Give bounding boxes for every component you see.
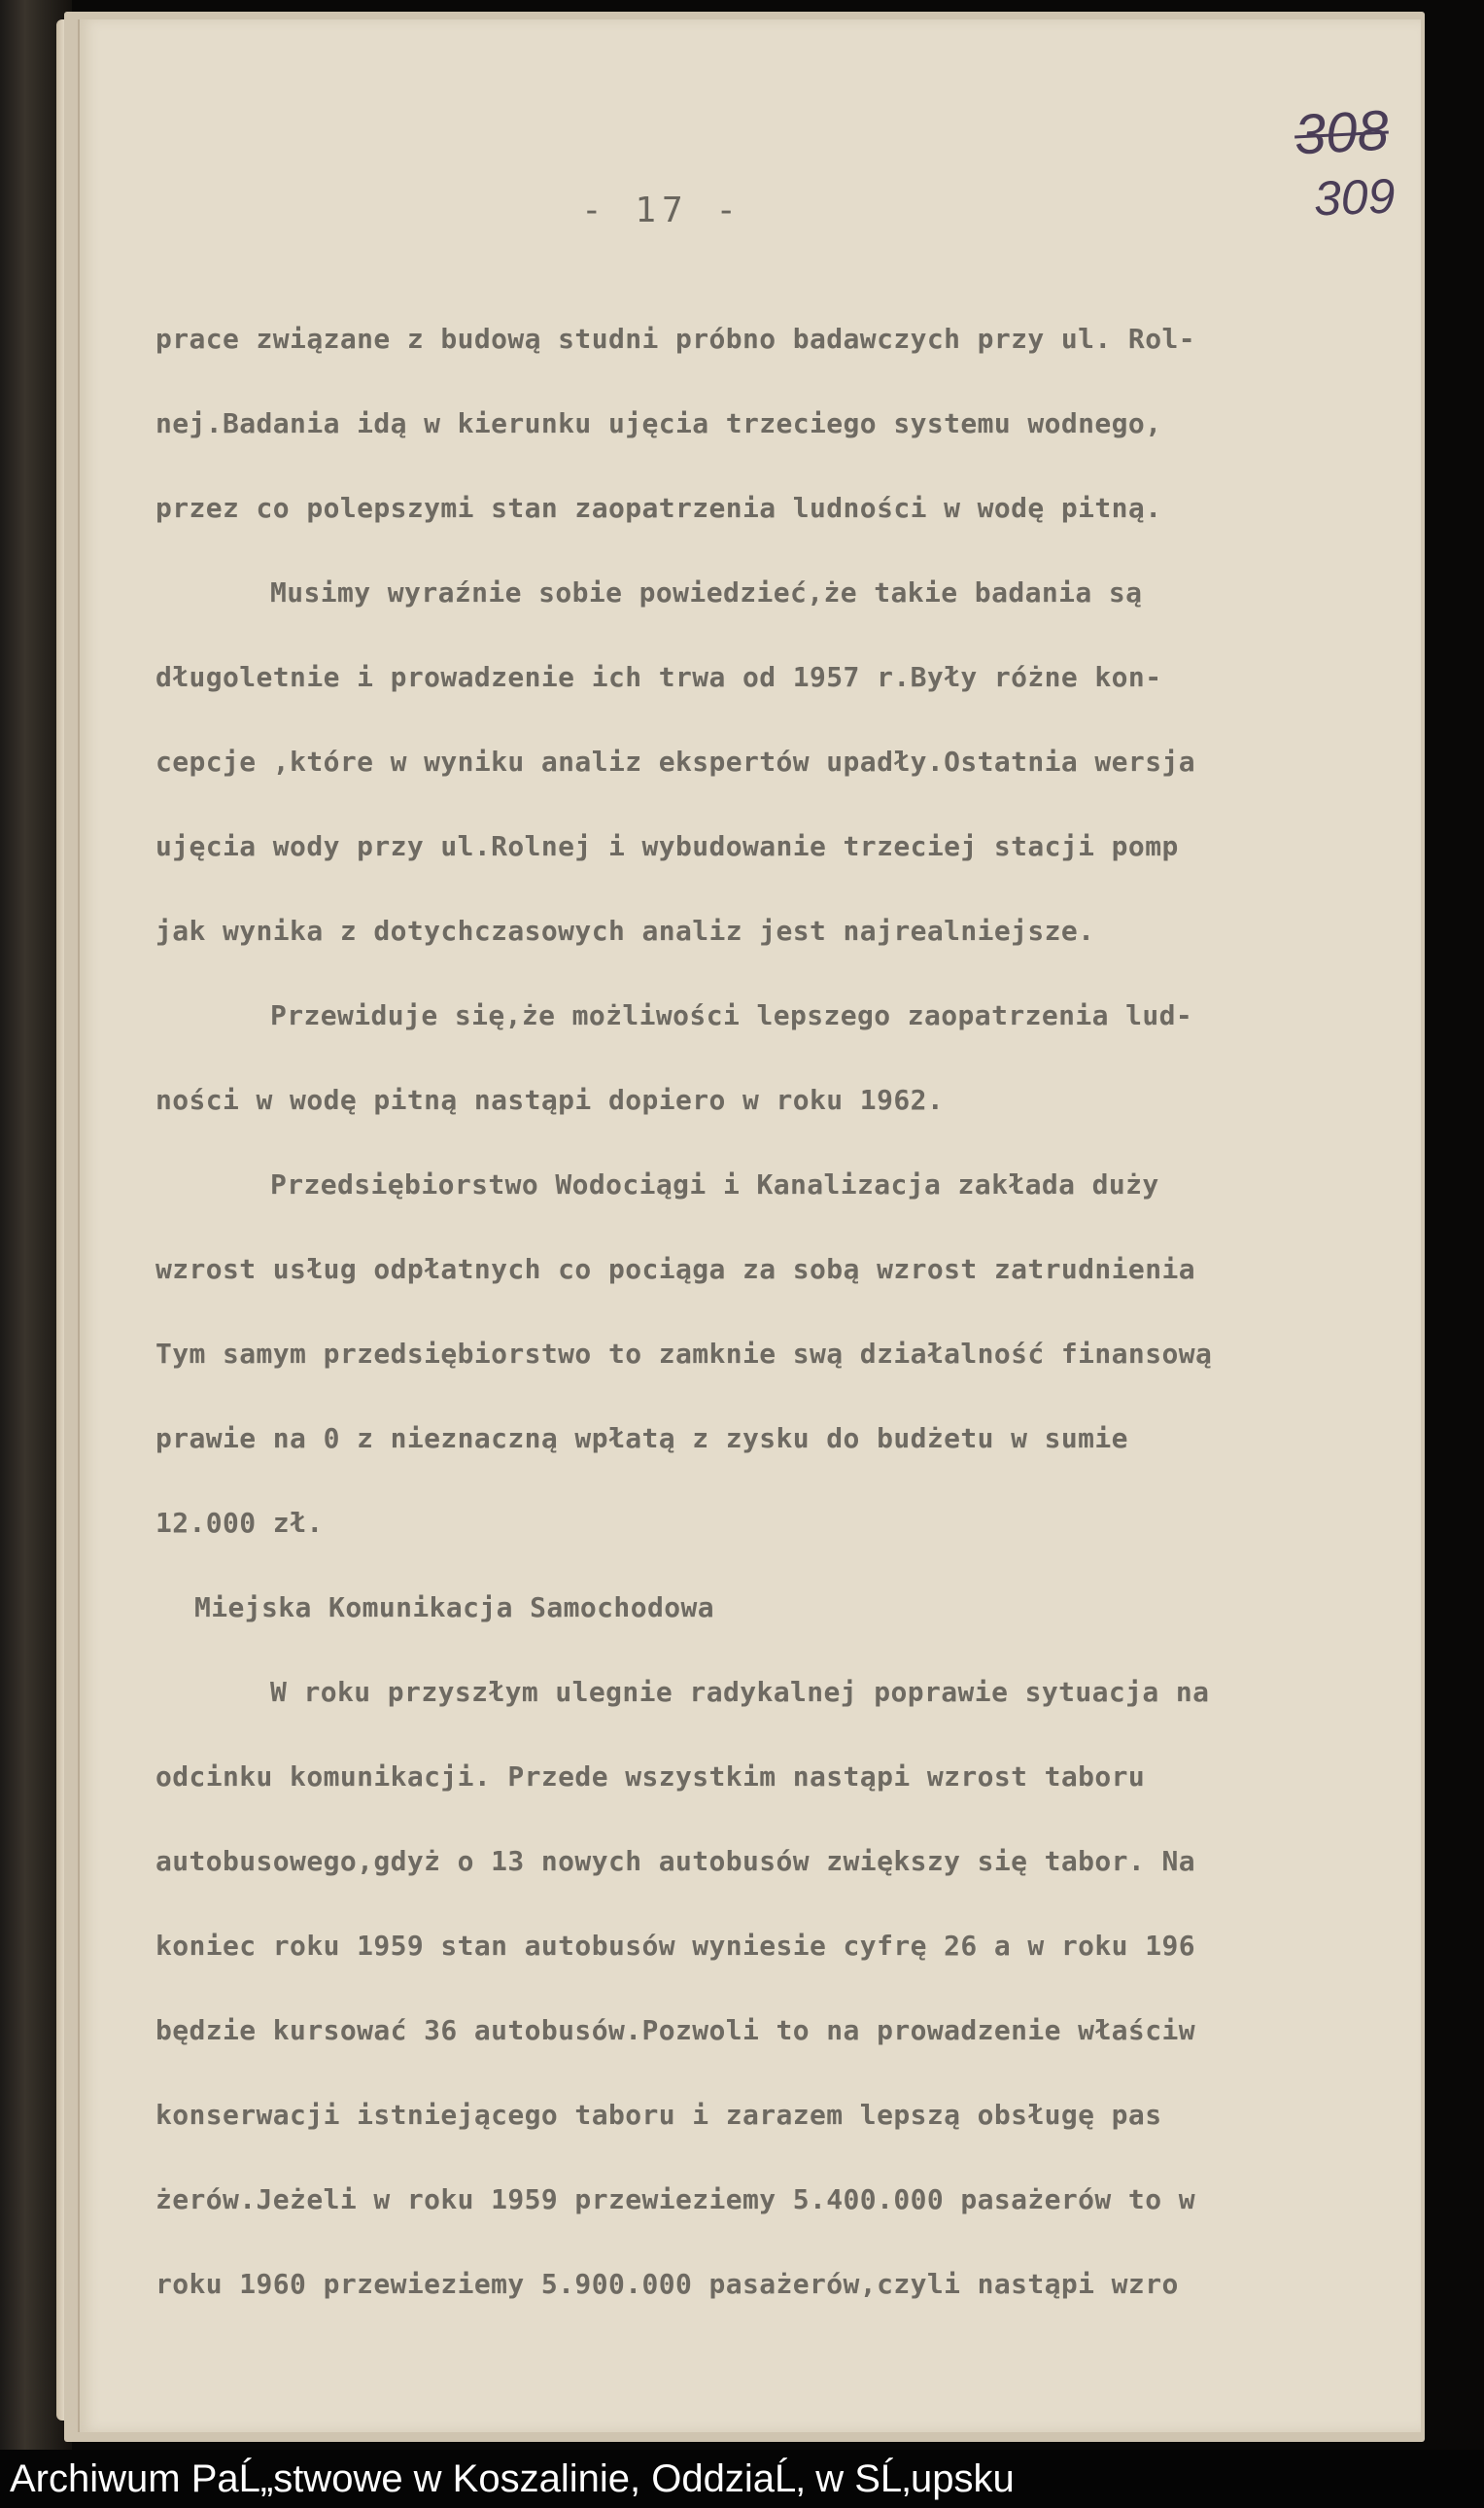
text-line: odcinku komunikacji. Przede wszystkim nastąpi wzrost taboru [155,1760,1146,1793]
text-line: ujęcia wody przy ul.Rolnej i wybudowanie trzeciej stacji pomp [155,830,1179,862]
text-line: wzrost usług odpłatnych co pociąga za sobą wzrost zatrudnienia [155,1253,1195,1285]
archive-caption: Archiwum PaĹ„stwowe w Koszalinie, OddziaĹ‚ w SĹ‚upsku [10,2457,1015,2500]
text-line: ności w wodę pitną nastąpi dopiero w roku 1962. [155,1084,945,1116]
text-line: Tym samym przedsiębiorstwo to zamknie swą działalność finansową [155,1338,1213,1370]
text-line: nej.Badania idą w kierunku ujęcia trzeciego systemu wodnego, [155,407,1162,439]
text-line: koniec roku 1959 stan autobusów wyniesie cyfrę 26 a w roku 196 [155,1930,1195,1962]
text-line: prace związane z budową studni próbno badawczych przy ul. Rol- [155,323,1195,355]
folio-number-crossed: 308 [1293,98,1391,167]
text-line: będzie kursować 36 autobusów.Pozwoli to na prowadzenie właściw [155,2014,1195,2046]
archive-caption-bar [0,2450,1484,2508]
text-line: autobusowego,gdyż o 13 nowych autobusów zwiększy się tabor. Na [155,1845,1195,1877]
text-line: cepcje ,które w wyniku analiz ekspertów upadły.Ostatnia wersja [155,746,1195,778]
section-heading: Miejska Komunikacja Samochodowa [194,1591,714,1623]
paragraph-start-line: Musimy wyraźnie sobie powiedzieć,że takie badania są [270,576,1143,609]
text-line: jak wynika z dotychczasowych analiz jest najrealniejsze. [155,915,1095,947]
paragraph-start-line: Przewiduje się,że możliwości lepszego zaopatrzenia lud- [270,999,1193,1031]
page-number: - 17 - [581,191,743,230]
text-line: długoletnie i prowadzenie ich trwa od 1957 r.Były różne kon- [155,661,1162,693]
text-line: żerów.Jeżeli w roku 1959 przewieziemy 5.400.000 pasażerów to w [155,2183,1195,2215]
text-line: prawie na 0 z nieznaczną wpłatą z zysku do budżetu w sumie [155,1422,1128,1454]
paragraph-start-line: W roku przyszłym ulegnie radykalnej poprawie sytuacja na [270,1676,1210,1708]
text-line: przez co polepszymi stan zaopatrzenia ludności w wodę pitną. [155,492,1162,524]
text-line: roku 1960 przewieziemy 5.900.000 pasażerów,czyli nastąpi wzro [155,2268,1179,2300]
paragraph-start-line: Przedsiębiorstwo Wodociągi i Kanalizacja zakłada duży [270,1168,1159,1201]
folio-number: 309 [1313,168,1397,226]
typed-text-body [155,296,1390,2326]
text-line: konserwacji istniejącego taboru i zarazem lepszą obsługę pas [155,2099,1162,2131]
text-line: 12.000 zł. [155,1507,324,1539]
